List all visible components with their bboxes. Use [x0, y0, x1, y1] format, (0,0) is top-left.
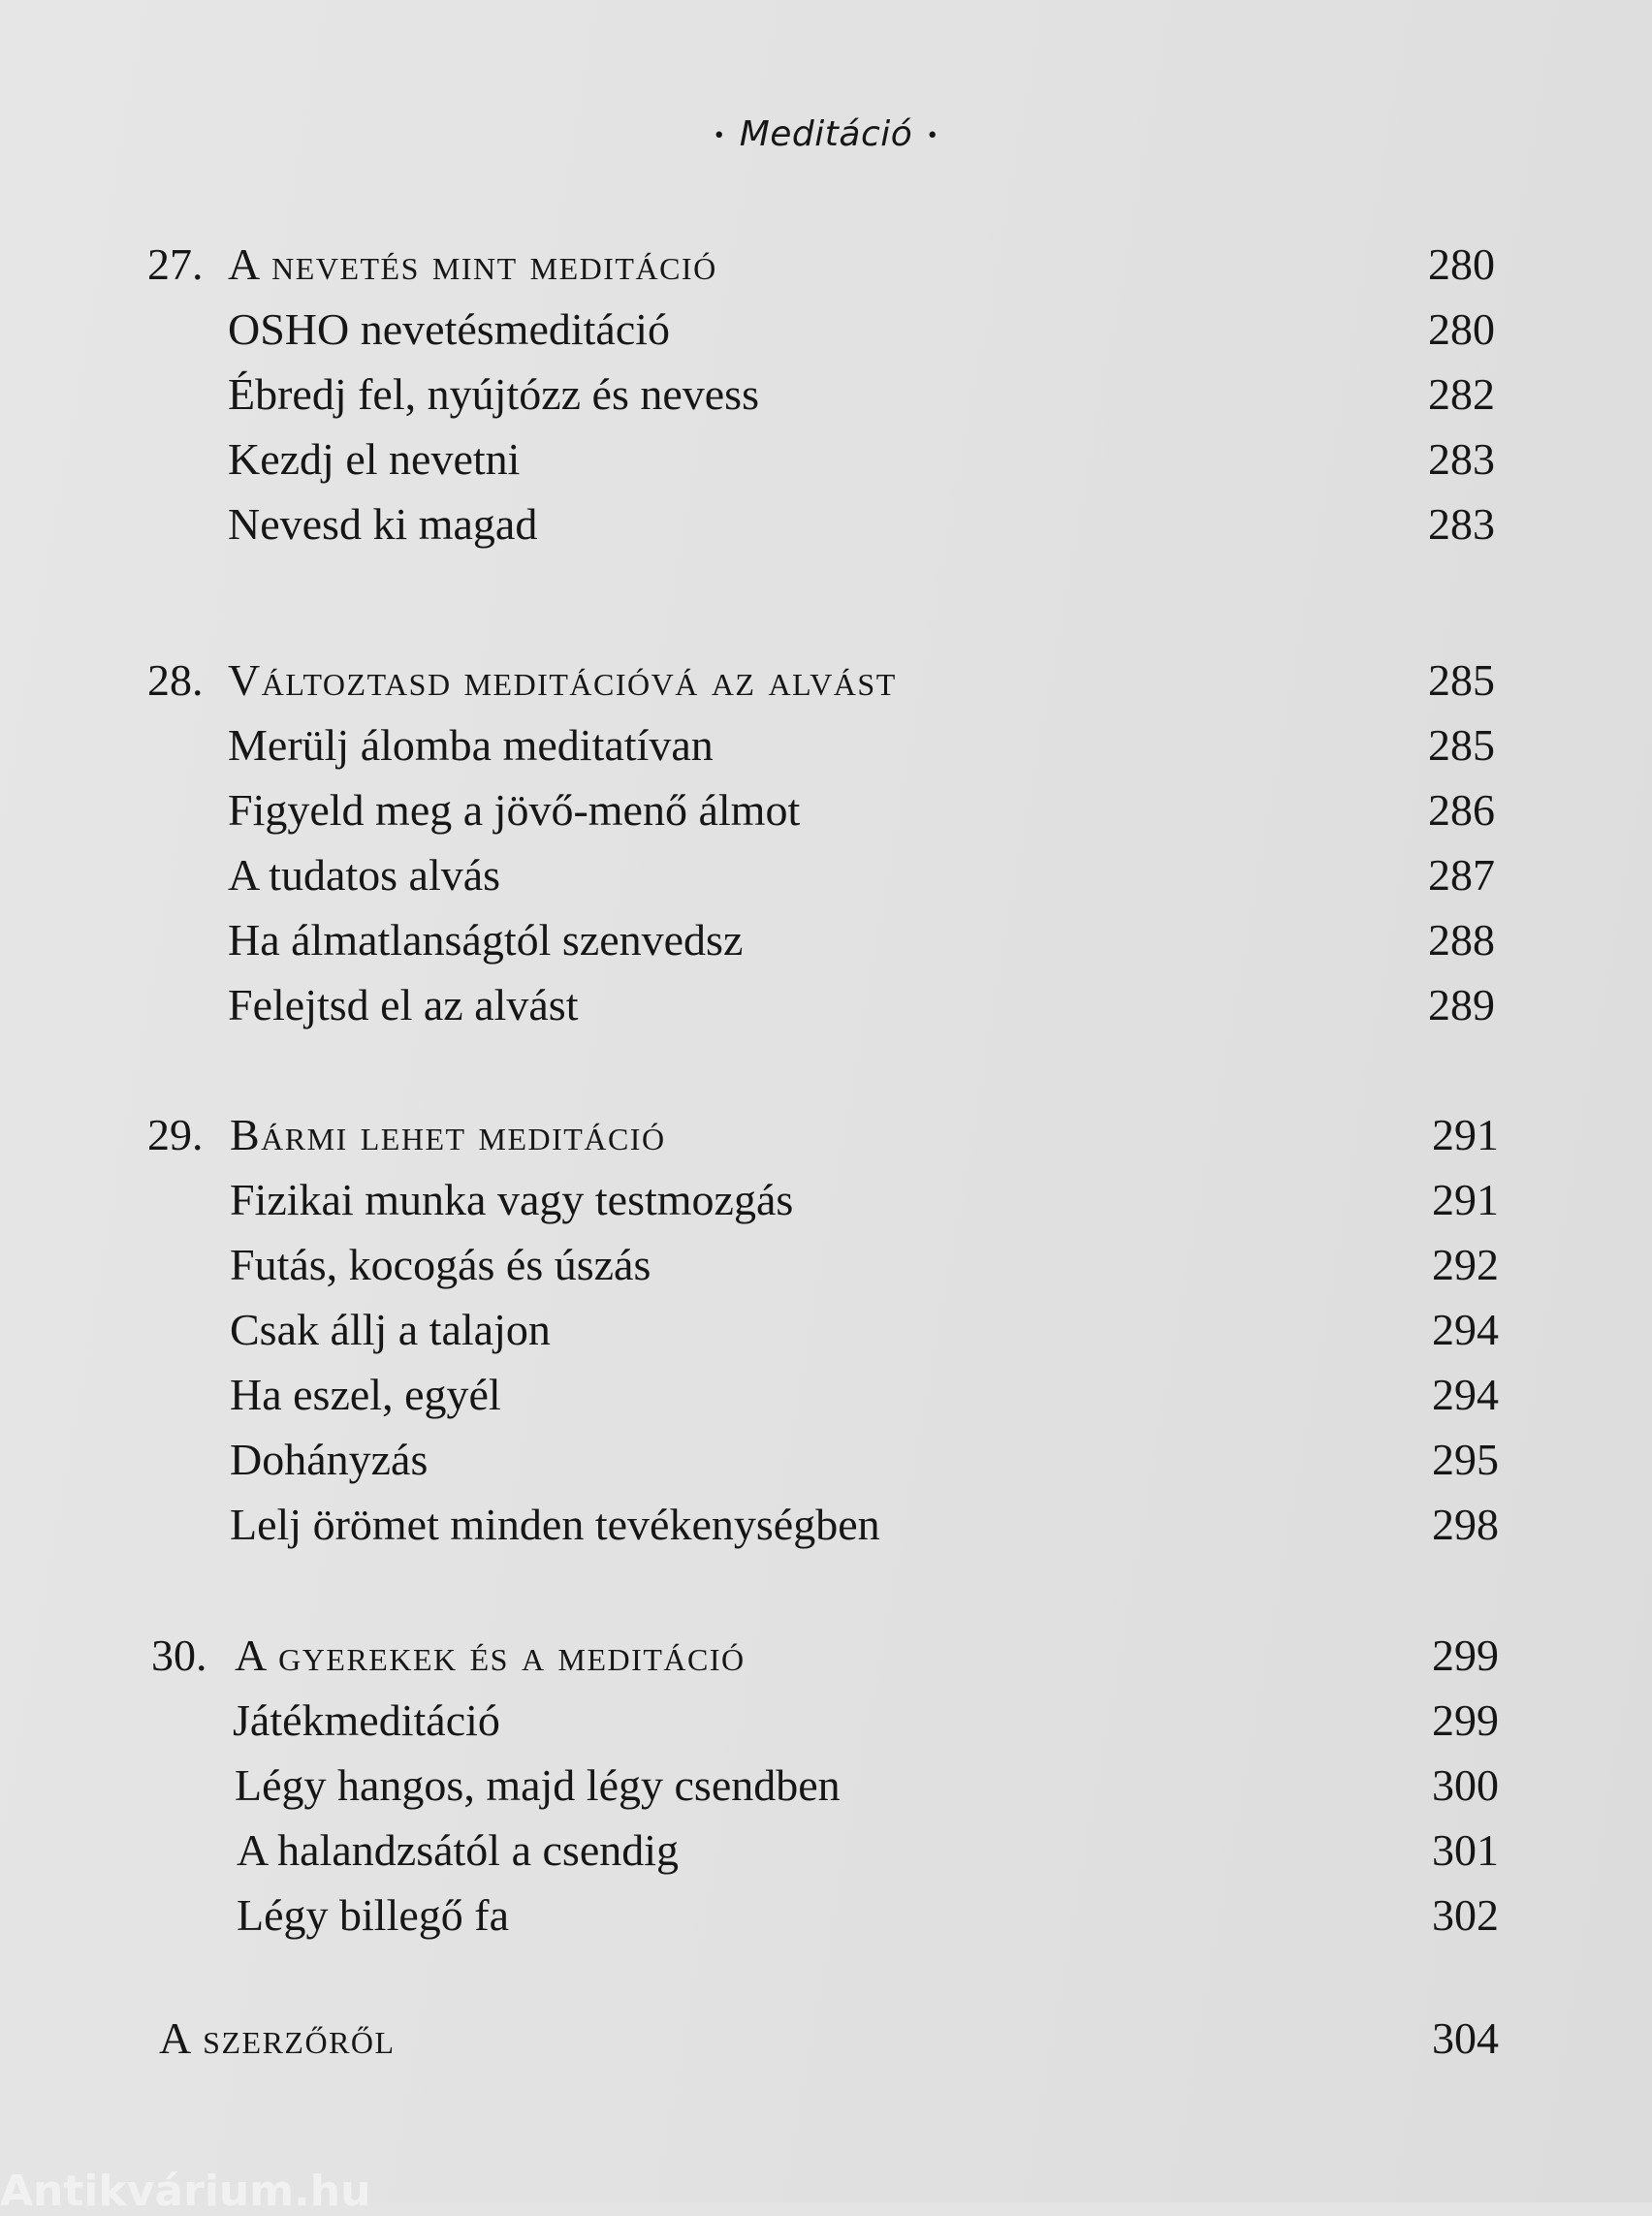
- item-page: 282: [1428, 369, 1495, 419]
- item-page: 292: [1432, 1240, 1499, 1289]
- chapter-page: 299: [1432, 1630, 1499, 1680]
- item-page: 285: [1428, 720, 1495, 770]
- toc-item: [0, 1431, 1652, 1489]
- item-title: Fizikai munka vagy testmozgás: [230, 1175, 794, 1224]
- toc-item: [0, 716, 1652, 775]
- item-page: 295: [1432, 1435, 1499, 1484]
- toc-chapter-28: [0, 651, 1652, 710]
- toc-item: [0, 495, 1652, 554]
- item-title: Kezdj el nevetni: [228, 434, 521, 484]
- about-title: A szerzőről: [159, 2013, 396, 2063]
- header-ornament-left: •: [713, 123, 726, 148]
- chapter-title: A nevetés mint meditáció: [228, 239, 717, 289]
- item-page: 287: [1428, 850, 1495, 900]
- item-title: Felejtsd el az alvást: [228, 980, 579, 1029]
- item-page: 291: [1432, 1175, 1499, 1224]
- toc-item: [0, 1366, 1652, 1424]
- toc-about-author: [0, 2010, 1652, 2068]
- item-title: Lelj örömet minden tevékenységben: [230, 1500, 880, 1549]
- toc-item: [0, 911, 1652, 969]
- toc-item: [0, 430, 1652, 489]
- toc-item: [0, 1692, 1652, 1750]
- about-page: 304: [1432, 2013, 1499, 2063]
- toc-item: [0, 1301, 1652, 1359]
- item-page: 283: [1428, 434, 1495, 484]
- chapter-title: A gyerekek és a meditáció: [235, 1630, 746, 1680]
- item-title: Dohányzás: [230, 1435, 429, 1484]
- toc-item: [0, 1236, 1652, 1294]
- item-title: Játékmeditáció: [233, 1695, 500, 1745]
- chapter-page: 280: [1428, 239, 1495, 289]
- toc-item: [0, 1171, 1652, 1229]
- item-page: 294: [1432, 1305, 1499, 1354]
- item-title: Ébredj fel, nyújtózz és nevess: [228, 369, 759, 419]
- chapter-title: Változtasd meditációvá az alvást: [228, 655, 897, 705]
- item-title: Légy billegő fa: [237, 1890, 510, 1940]
- header-title: Meditáció: [739, 114, 913, 154]
- toc-chapter-30: [0, 1627, 1652, 1685]
- item-page: 302: [1432, 1890, 1499, 1940]
- toc-item: [0, 1886, 1652, 1945]
- toc-item: [0, 846, 1652, 904]
- chapter-title: Bármi lehet meditáció: [230, 1110, 666, 1159]
- toc-chapter-29: [0, 1106, 1652, 1164]
- toc-item: [0, 976, 1652, 1034]
- item-title: Ha eszel, egyél: [230, 1370, 501, 1419]
- item-page: 301: [1432, 1825, 1499, 1875]
- running-header: [0, 114, 1652, 154]
- toc-item: [0, 301, 1652, 359]
- item-page: 288: [1428, 915, 1495, 965]
- item-page: 299: [1432, 1695, 1499, 1745]
- chapter-number: 29.: [147, 1110, 204, 1159]
- chapter-number: 30.: [151, 1630, 207, 1680]
- item-page: 289: [1428, 980, 1495, 1029]
- toc-item: [0, 781, 1652, 839]
- chapter-number: 27.: [147, 239, 204, 289]
- item-title: Nevesd ki magad: [228, 499, 538, 549]
- item-page: 300: [1432, 1760, 1499, 1810]
- header-ornament-right: •: [926, 123, 939, 148]
- chapter-page: 291: [1432, 1110, 1499, 1159]
- item-title: A tudatos alvás: [228, 850, 501, 900]
- toc-item: [0, 1496, 1652, 1554]
- toc-chapter-27: [0, 236, 1652, 294]
- watermark-text: Antikvárium.hu: [0, 2167, 371, 2216]
- item-page: 283: [1428, 499, 1495, 549]
- item-page: 280: [1428, 304, 1495, 354]
- chapter-page: 285: [1428, 655, 1495, 705]
- toc-item: [0, 365, 1652, 424]
- item-page: 298: [1432, 1500, 1499, 1549]
- item-title: Légy hangos, majd légy csendben: [235, 1760, 841, 1810]
- chapter-number: 28.: [147, 655, 204, 705]
- item-title: OSHO nevetésmeditáció: [228, 304, 671, 354]
- toc-item: [0, 1821, 1652, 1880]
- item-title: Figyeld meg a jövő-menő álmot: [228, 785, 801, 835]
- item-title: Merülj álomba meditatívan: [228, 720, 714, 770]
- item-title: Csak állj a talajon: [230, 1305, 551, 1354]
- item-title: A halandzsától a csendig: [237, 1825, 680, 1875]
- item-page: 286: [1428, 785, 1495, 835]
- toc-item: [0, 1757, 1652, 1815]
- item-title: Futás, kocogás és úszás: [230, 1240, 651, 1289]
- item-page: 294: [1432, 1370, 1499, 1419]
- item-title: Ha álmatlanságtól szenvedsz: [228, 915, 744, 965]
